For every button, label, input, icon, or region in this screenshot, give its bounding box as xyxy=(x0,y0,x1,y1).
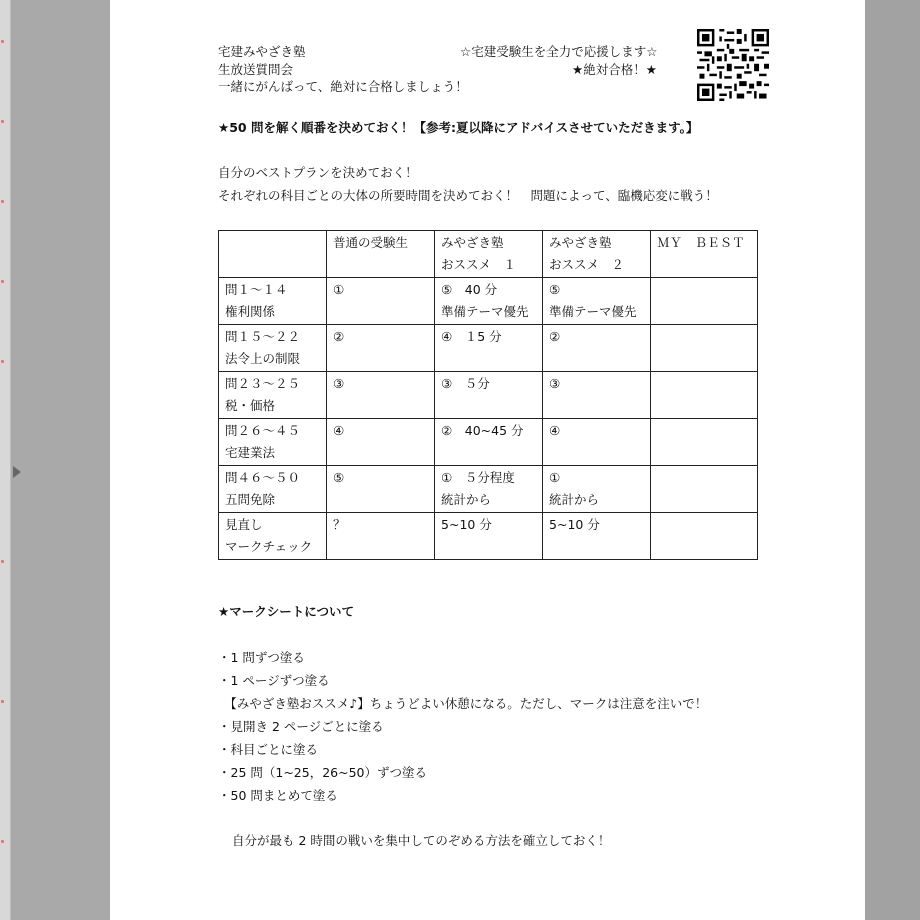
section-heading-order: ★50 問を解く順番を決めておく！【参考:夏以降にアドバイスさせていただきます。】 xyxy=(218,120,699,135)
table-cell: 5~10 分 xyxy=(543,513,651,560)
marker xyxy=(1,840,4,843)
table-cell: 見直し マークチェック xyxy=(219,513,327,560)
marker xyxy=(1,700,4,703)
marker xyxy=(1,40,4,43)
table-header-cell xyxy=(219,231,327,278)
list-item: ・科目ごとに塗る xyxy=(218,742,319,757)
table-row xyxy=(219,372,758,419)
table-cell: ⑤ xyxy=(327,466,435,513)
table-cell: 問２３～２５ 税・価格 xyxy=(219,372,327,419)
expand-panel-arrow-icon[interactable] xyxy=(13,466,21,478)
event-name: 生放送質問会 xyxy=(218,62,294,77)
table-cell: ② xyxy=(327,325,435,372)
table-cell xyxy=(651,419,758,466)
marker xyxy=(1,360,4,363)
table-cell: ① ５分程度 統計から xyxy=(435,466,543,513)
table-cell: ③ xyxy=(543,372,651,419)
list-item: ・50 問まとめて塗る xyxy=(218,788,338,803)
closing-remark: 自分が最も 2 時間の戦いを集中してのぞめる方法を確立しておく！ xyxy=(232,833,611,848)
marker xyxy=(1,120,4,123)
intro-time-allocation: それぞれの科目ごとの大体の所要時間を決めておく！ 問題によって、臨機応変に戦う！ xyxy=(218,188,718,203)
list-item: ・1 問ずつ塗る xyxy=(218,650,305,665)
list-item: 【みやざき塾おススメ♪】ちょうどよい休憩になる。ただし、マークは注意を注いで！ xyxy=(218,696,708,711)
table-cell: ④ xyxy=(327,419,435,466)
qr-code-icon xyxy=(697,29,769,101)
table-cell: 問１～１４ 権利関係 xyxy=(219,278,327,325)
list-item: ・1 ページずつ塗る xyxy=(218,673,330,688)
table-cell xyxy=(651,325,758,372)
table-cell: ③ ５分 xyxy=(435,372,543,419)
table-cell: 5~10 分 xyxy=(435,513,543,560)
table-row xyxy=(219,466,758,513)
table-row xyxy=(219,278,758,325)
table-cell: ⑤ 40 分 準備テーマ優先 xyxy=(435,278,543,325)
table-cell: ② 40~45 分 xyxy=(435,419,543,466)
table-cell: ⑤ 準備テーマ優先 xyxy=(543,278,651,325)
table-cell xyxy=(651,372,758,419)
left-panel-strip xyxy=(0,0,11,920)
viewer-background xyxy=(865,0,920,920)
table-cell: ② xyxy=(543,325,651,372)
table-row xyxy=(219,419,758,466)
table-cell: ① xyxy=(327,278,435,325)
table-header-cell: みやざき塾 おススメ ２ xyxy=(543,231,651,278)
table-header-cell: ＭＹ ＢＥＳＴ xyxy=(651,231,758,278)
table-cell: 問２６～４５ 宅建業法 xyxy=(219,419,327,466)
marker xyxy=(1,200,4,203)
slogan-pass: ★絶対合格！★ xyxy=(572,62,657,77)
table-header-cell: 普通の受験生 xyxy=(327,231,435,278)
table-cell: 問１５～２２ 法令上の制限 xyxy=(219,325,327,372)
table-cell: 問４６～５０ 五問免除 xyxy=(219,466,327,513)
table-cell: ④ xyxy=(543,419,651,466)
table-cell: ① 統計から xyxy=(543,466,651,513)
document-page xyxy=(110,0,865,920)
slogan-support: ☆宅建受験生を全力で応援します☆ xyxy=(460,44,658,59)
table-header-cell: みやざき塾 おススメ １ xyxy=(435,231,543,278)
motto: 一緒にがんばって、絶対に合格しましょう！ xyxy=(218,79,468,94)
table-cell xyxy=(651,278,758,325)
list-item: ・見開き 2 ページごとに塗る xyxy=(218,719,384,734)
section-heading-marksheet: ★マークシートについて xyxy=(218,604,354,619)
marker xyxy=(1,280,4,283)
table-header-row xyxy=(219,231,758,278)
table-row xyxy=(219,513,758,560)
table-cell: ③ xyxy=(327,372,435,419)
table-cell xyxy=(651,466,758,513)
table-cell xyxy=(651,513,758,560)
table-cell: ④ １5 分 xyxy=(435,325,543,372)
list-item: ・25 問（1~25，26~50）ずつ塗る xyxy=(218,765,427,780)
table-cell: ？ xyxy=(327,513,435,560)
answer-order-table xyxy=(218,230,758,560)
school-name: 宅建みやざき塾 xyxy=(218,44,306,59)
marker xyxy=(1,560,4,563)
table-row xyxy=(219,325,758,372)
intro-best-plan: 自分のベストプランを決めておく！ xyxy=(218,165,418,180)
